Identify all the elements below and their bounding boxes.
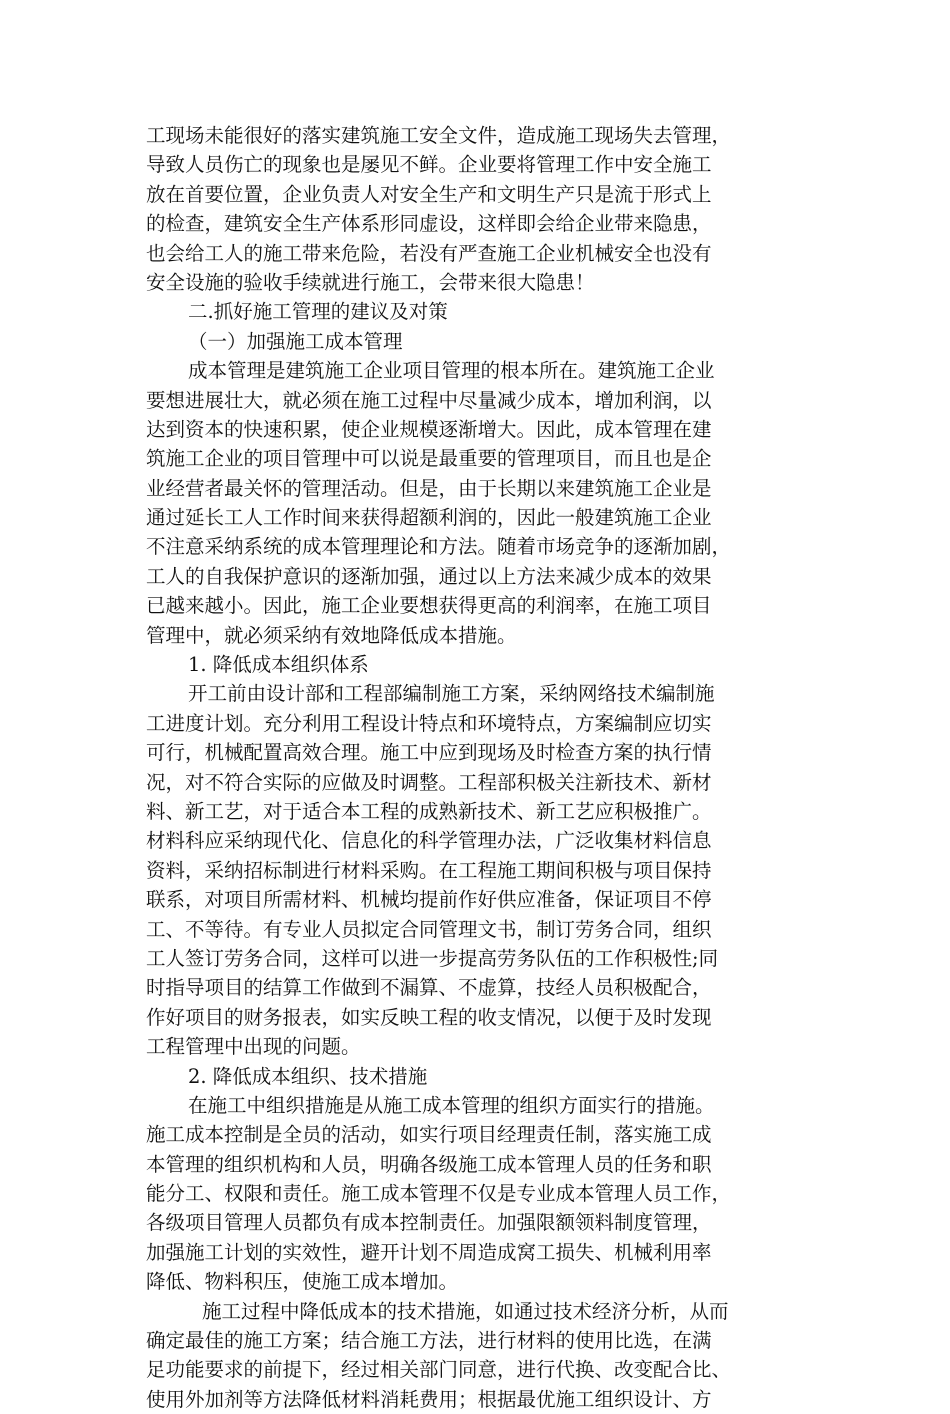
text-line: 安全设施的验收手续就进行施工，会带来很大隐患！ <box>146 270 595 294</box>
text-line: 工现场未能很好的落实建筑施工安全文件，造成施工现场失去管理， <box>146 124 732 147</box>
text-line: 在施工中组织措施是从施工成本管理的组织方面实行的措施。 <box>188 1093 715 1117</box>
text-line: 二.抓好施工管理的建议及对策 <box>188 300 448 324</box>
document-body <box>146 121 806 1414</box>
text-line: 不注意采纳系统的成本管理理论和方法。随着市场竞争的逐渐加剧， <box>146 535 732 559</box>
text-line: 作好项目的财务报表，如实反映工程的收支情况，以便于及时发现 <box>146 1005 712 1029</box>
text-line: 工人签订劳务合同，这样可以进一步提高劳务队伍的工作积极性;同 <box>146 946 719 970</box>
text-line: 管理中，就必须采纳有效地降低成本措施。 <box>146 623 517 647</box>
text-line: 本管理的组织机构和人员，明确各级施工成本管理人员的任务和职 <box>146 1152 712 1176</box>
text-line: 已越来越小。因此，施工企业要想获得更高的利润率，在施工项目 <box>146 594 712 618</box>
text-line: 足功能要求的前提下，经过相关部门同意，进行代换、改变配合比、 <box>146 1358 732 1382</box>
text-line: 资料，采纳招标制进行材料采购。在工程施工期间积极与项目保持 <box>146 858 712 882</box>
text-line: 使用外加剂等方法降低材料消耗费用；根据最优施工组织设计、方 <box>146 1387 712 1411</box>
text-line: 达到资本的快速积累，使企业规模逐渐增大。因此，成本管理在建 <box>146 417 712 441</box>
text-line: 降低、物料积压，使施工成本增加。 <box>146 1270 459 1294</box>
text-line: 业经营者最关怀的管理活动。但是，由于长期以来建筑施工企业是 <box>146 476 712 500</box>
text-line: 工程管理中出现的问题。 <box>146 1035 361 1059</box>
text-line: 各级项目管理人员都负有成本控制责任。加强限额领料制度管理， <box>146 1211 712 1235</box>
text-line: 况，对不符合实际的应做及时调整。工程部积极关注新技术、新材 <box>146 770 712 794</box>
text-line: 2. 降低成本组织、技术措施 <box>188 1064 428 1088</box>
text-line: 施工过程中降低成本的技术措施，如通过技术经济分析，从而 <box>202 1299 729 1323</box>
text-line: 筑施工企业的项目管理中可以说是最重要的管理项目，而且也是企 <box>146 447 712 471</box>
text-line: 工、不等待。有专业人员拟定合同管理文书，制订劳务合同，组织 <box>146 917 712 941</box>
text-line: 也会给工人的施工带来危险，若没有严查施工企业机械安全也没有 <box>146 241 712 265</box>
text-line: 材料科应采纳现代化、信息化的科学管理办法，广泛收集材料信息 <box>146 829 712 853</box>
text-line: 工人的自我保护意识的逐渐加强，通过以上方法来减少成本的效果 <box>146 564 712 588</box>
text-line: 工进度计划。充分利用工程设计特点和环境特点，方案编制应切实 <box>146 711 712 735</box>
text-line: 施工成本控制是全员的活动，如实行项目经理责任制，落实施工成 <box>146 1123 712 1147</box>
text-line: 时指导项目的结算工作做到不漏算、不虚算，技经人员积极配合， <box>146 976 712 1000</box>
text-line: 要想进展壮大，就必须在施工过程中尽量减少成本，增加利润，以 <box>146 388 712 412</box>
text-line: 放在首要位置，企业负责人对安全生产和文明生产只是流于形式上 <box>146 182 712 206</box>
text-line: 确定最佳的施工方案；结合施工方法，进行材料的使用比选，在满 <box>146 1329 712 1353</box>
text-line: 成本管理是建筑施工企业项目管理的根本所在。建筑施工企业 <box>188 359 715 383</box>
text-line: 可行，机械配置高效合理。施工中应到现场及时检查方案的执行情 <box>146 741 712 765</box>
text-line: 开工前由设计部和工程部编制施工方案，采纳网络技术编制施 <box>188 682 715 706</box>
text-line: 导致人员伤亡的现象也是屡见不鲜。企业要将管理工作中安全施工 <box>146 153 712 177</box>
text-line: 联系，对项目所需材料、机械均提前作好供应准备，保证项目不停 <box>146 888 712 912</box>
text-line: 的检查，建筑安全生产体系形同虚设，这样即会给企业带来隐患， <box>146 212 712 236</box>
text-line: 加强施工计划的实效性，避开计划不周造成窝工损失、机械利用率 <box>146 1240 712 1264</box>
text-line: 能分工、权限和责任。施工成本管理不仅是专业成本管理人员工作， <box>146 1182 732 1206</box>
text-line: （一）加强施工成本管理 <box>188 329 403 353</box>
text-line: 1. 降低成本组织体系 <box>188 653 369 677</box>
text-line: 通过延长工人工作时间来获得超额利润的，因此一般建筑施工企业 <box>146 506 712 530</box>
text-line: 料、新工艺，对于适合本工程的成熟新技术、新工艺应积极推广。 <box>146 799 712 823</box>
